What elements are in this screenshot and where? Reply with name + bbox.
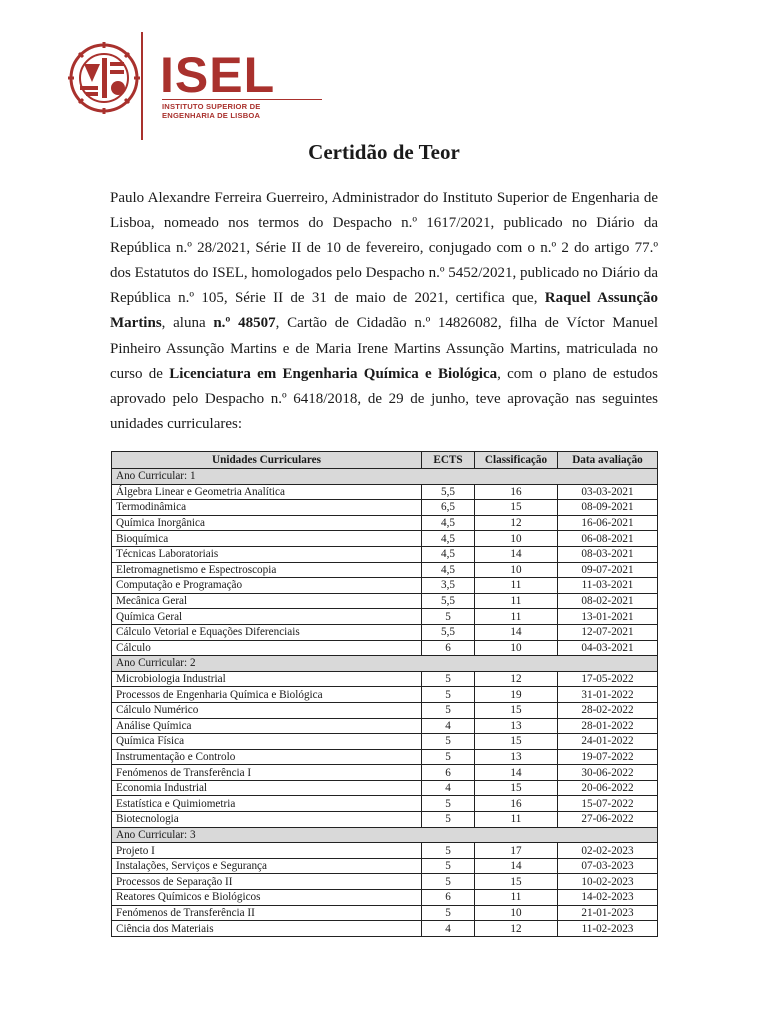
year-row — [112, 469, 658, 485]
evaluation-date: 13-01-2021 — [558, 609, 658, 625]
evaluation-date: 17-05-2022 — [558, 671, 658, 687]
table-row — [112, 578, 658, 594]
evaluation-date: 24-01-2022 — [558, 734, 658, 750]
evaluation-date: 08-03-2021 — [558, 546, 658, 562]
ects-value: 5 — [422, 796, 475, 812]
unit-name: Ciência dos Materiais — [112, 921, 422, 937]
year-row — [112, 656, 658, 672]
table-row — [112, 749, 658, 765]
evaluation-date: 12-07-2021 — [558, 624, 658, 640]
unit-name: Estatística e Quimiometria — [112, 796, 422, 812]
table-row — [112, 812, 658, 828]
unit-name: Cálculo Vetorial e Equações Diferenciais — [112, 624, 422, 640]
grade-value: 11 — [475, 609, 558, 625]
ects-value: 4,5 — [422, 562, 475, 578]
evaluation-date: 09-07-2021 — [558, 562, 658, 578]
ects-value: 4 — [422, 780, 475, 796]
unit-name: Análise Química — [112, 718, 422, 734]
isel-emblem-icon — [66, 38, 146, 118]
ects-value: 5 — [422, 812, 475, 828]
table-row — [112, 890, 658, 906]
course-name: Licenciatura em Engenharia Química e Biológica — [169, 365, 498, 382]
evaluation-date: 15-07-2022 — [558, 796, 658, 812]
ects-value: 4 — [422, 921, 475, 937]
grade-value: 17 — [475, 843, 558, 859]
ects-value: 6 — [422, 640, 475, 656]
table-row — [112, 484, 658, 500]
year-label: Ano Curricular: 1 — [112, 469, 658, 485]
logo-subtitle-line1: INSTITUTO SUPERIOR DE — [162, 102, 261, 111]
evaluation-date: 30-06-2022 — [558, 765, 658, 781]
grade-value: 11 — [475, 578, 558, 594]
ects-value: 5 — [422, 874, 475, 890]
grade-value: 10 — [475, 640, 558, 656]
ects-value: 5,5 — [422, 593, 475, 609]
header-unit: Unidades Curriculares — [112, 452, 422, 469]
table-row — [112, 546, 658, 562]
logo-subtitle-line2: ENGENHARIA DE LISBOA — [162, 111, 261, 120]
grade-value: 14 — [475, 858, 558, 874]
unit-name: Processos de Engenharia Química e Biológica — [112, 687, 422, 703]
ects-value: 5 — [422, 734, 475, 750]
ects-value: 5 — [422, 843, 475, 859]
ects-value: 3,5 — [422, 578, 475, 594]
grade-value: 14 — [475, 546, 558, 562]
grade-value: 14 — [475, 765, 558, 781]
evaluation-date: 03-03-2021 — [558, 484, 658, 500]
grade-value: 15 — [475, 734, 558, 750]
grade-value: 12 — [475, 515, 558, 531]
grade-value: 11 — [475, 812, 558, 828]
ects-value: 5 — [422, 749, 475, 765]
table-row — [112, 531, 658, 547]
grades-table — [111, 451, 658, 937]
ects-value: 5 — [422, 609, 475, 625]
table-row — [112, 734, 658, 750]
ects-value: 5 — [422, 858, 475, 874]
table-row — [112, 874, 658, 890]
table-row — [112, 921, 658, 937]
ects-value: 5 — [422, 687, 475, 703]
grade-value: 19 — [475, 687, 558, 703]
table-row — [112, 780, 658, 796]
evaluation-date: 08-02-2021 — [558, 593, 658, 609]
evaluation-date: 28-02-2022 — [558, 702, 658, 718]
ects-value: 5 — [422, 905, 475, 921]
unit-name: Computação e Programação — [112, 578, 422, 594]
document-title: Certidão de Teor — [308, 140, 460, 164]
table-row — [112, 640, 658, 656]
logo-divider — [141, 32, 143, 140]
table-row — [112, 687, 658, 703]
table-row — [112, 905, 658, 921]
table-row — [112, 500, 658, 516]
unit-name: Biotecnologia — [112, 812, 422, 828]
table-row — [112, 843, 658, 859]
unit-name: Projeto I — [112, 843, 422, 859]
grade-value: 10 — [475, 905, 558, 921]
paragraph-part2: , aluna — [161, 315, 206, 332]
table-row — [112, 796, 658, 812]
unit-name: Microbiologia Industrial — [112, 671, 422, 687]
grade-value: 11 — [475, 890, 558, 906]
unit-name: Economia Industrial — [112, 780, 422, 796]
logo-name: ISEL — [160, 47, 276, 103]
grade-value: 13 — [475, 718, 558, 734]
unit-name: Cálculo — [112, 640, 422, 656]
paragraph-part3: , Cartão de Cidadão n.º 14826082, filha de Víctor Manuel Pinheiro Assunção Martins e de Maria Irene Martins Assunção Martins, matriculada no curso de — [110, 315, 659, 382]
table-row — [112, 609, 658, 625]
ects-value: 6,5 — [422, 500, 475, 516]
unit-name: Reatores Químicos e Biológicos — [112, 890, 422, 906]
ects-value: 4,5 — [422, 531, 475, 547]
ects-value: 6 — [422, 890, 475, 906]
student-number: n.º 48507 — [213, 315, 276, 332]
table-header-row — [112, 452, 658, 469]
unit-name: Técnicas Laboratoriais — [112, 546, 422, 562]
certificate-paragraph — [110, 186, 658, 437]
grade-value: 15 — [475, 500, 558, 516]
evaluation-date: 08-09-2021 — [558, 500, 658, 516]
evaluation-date: 19-07-2022 — [558, 749, 658, 765]
ects-value: 5,5 — [422, 624, 475, 640]
grade-value: 16 — [475, 484, 558, 500]
logo-subtitle — [162, 99, 322, 120]
student-name: Raquel Assunção Martins — [110, 290, 658, 332]
ects-value: 6 — [422, 765, 475, 781]
evaluation-date: 07-03-2023 — [558, 858, 658, 874]
grade-value: 16 — [475, 796, 558, 812]
evaluation-date: 28-01-2022 — [558, 718, 658, 734]
grades-table-body — [112, 469, 658, 937]
unit-name: Química Inorgânica — [112, 515, 422, 531]
unit-name: Química Física — [112, 734, 422, 750]
grade-value: 15 — [475, 780, 558, 796]
ects-value: 4 — [422, 718, 475, 734]
ects-value: 5 — [422, 671, 475, 687]
evaluation-date: 11-03-2021 — [558, 578, 658, 594]
grade-value: 10 — [475, 531, 558, 547]
unit-name: Bioquímica — [112, 531, 422, 547]
table-row — [112, 671, 658, 687]
header-date: Data avaliação — [558, 452, 658, 469]
institution-header — [66, 32, 326, 142]
ects-value: 5 — [422, 702, 475, 718]
evaluation-date: 02-02-2023 — [558, 843, 658, 859]
grade-value: 15 — [475, 702, 558, 718]
grade-value: 11 — [475, 593, 558, 609]
grade-value: 10 — [475, 562, 558, 578]
evaluation-date: 06-08-2021 — [558, 531, 658, 547]
unit-name: Fenómenos de Transferência I — [112, 765, 422, 781]
table-row — [112, 702, 658, 718]
header-ects: ECTS — [422, 452, 475, 469]
grade-value: 12 — [475, 921, 558, 937]
ects-value: 4,5 — [422, 515, 475, 531]
unit-name: Mecânica Geral — [112, 593, 422, 609]
unit-name: Cálculo Numérico — [112, 702, 422, 718]
grade-value: 13 — [475, 749, 558, 765]
paragraph-intro: Paulo Alexandre Ferreira Guerreiro, Administrador do Instituto Superior de Engenharia de Lisboa, nomeado nos termos do Despacho n.º 1617/2021, publicado no Diário da República n.º 28/2021, Série II de 10 de fevereiro, conjugado com o n.º 2 do artigo 77.º dos Estatutos do ISEL, homologados pelo Despacho n.º 5452/2021, publicado no Diário da República n.º 105, Série II de 31 de maio de 2021, certifica que, — [110, 190, 658, 307]
evaluation-date: 27-06-2022 — [558, 812, 658, 828]
grade-value: 12 — [475, 671, 558, 687]
unit-name: Álgebra Linear e Geometria Analítica — [112, 484, 422, 500]
year-row — [112, 827, 658, 843]
evaluation-date: 31-01-2022 — [558, 687, 658, 703]
unit-name: Instrumentação e Controlo — [112, 749, 422, 765]
ects-value: 5,5 — [422, 484, 475, 500]
table-row — [112, 562, 658, 578]
evaluation-date: 16-06-2021 — [558, 515, 658, 531]
unit-name: Fenómenos de Transferência II — [112, 905, 422, 921]
evaluation-date: 21-01-2023 — [558, 905, 658, 921]
table-row — [112, 593, 658, 609]
grade-value: 15 — [475, 874, 558, 890]
ects-value: 4,5 — [422, 546, 475, 562]
table-row — [112, 858, 658, 874]
evaluation-date: 14-02-2023 — [558, 890, 658, 906]
unit-name: Instalações, Serviços e Segurança — [112, 858, 422, 874]
evaluation-date: 10-02-2023 — [558, 874, 658, 890]
paragraph-part4: , com o plano de estudos aprovado pelo Despacho n.º 6418/2018, de 29 de junho, teve aprovação nas seguintes unidades curriculares: — [110, 365, 659, 432]
year-label: Ano Curricular: 2 — [112, 656, 658, 672]
year-label: Ano Curricular: 3 — [112, 827, 658, 843]
evaluation-date: 11-02-2023 — [558, 921, 658, 937]
unit-name: Eletromagnetismo e Espectroscopia — [112, 562, 422, 578]
table-row — [112, 765, 658, 781]
evaluation-date: 04-03-2021 — [558, 640, 658, 656]
unit-name: Processos de Separação II — [112, 874, 422, 890]
table-row — [112, 624, 658, 640]
table-row — [112, 515, 658, 531]
evaluation-date: 20-06-2022 — [558, 780, 658, 796]
grade-value: 14 — [475, 624, 558, 640]
unit-name: Termodinâmica — [112, 500, 422, 516]
unit-name: Química Geral — [112, 609, 422, 625]
header-grade: Classificação — [475, 452, 558, 469]
table-row — [112, 718, 658, 734]
